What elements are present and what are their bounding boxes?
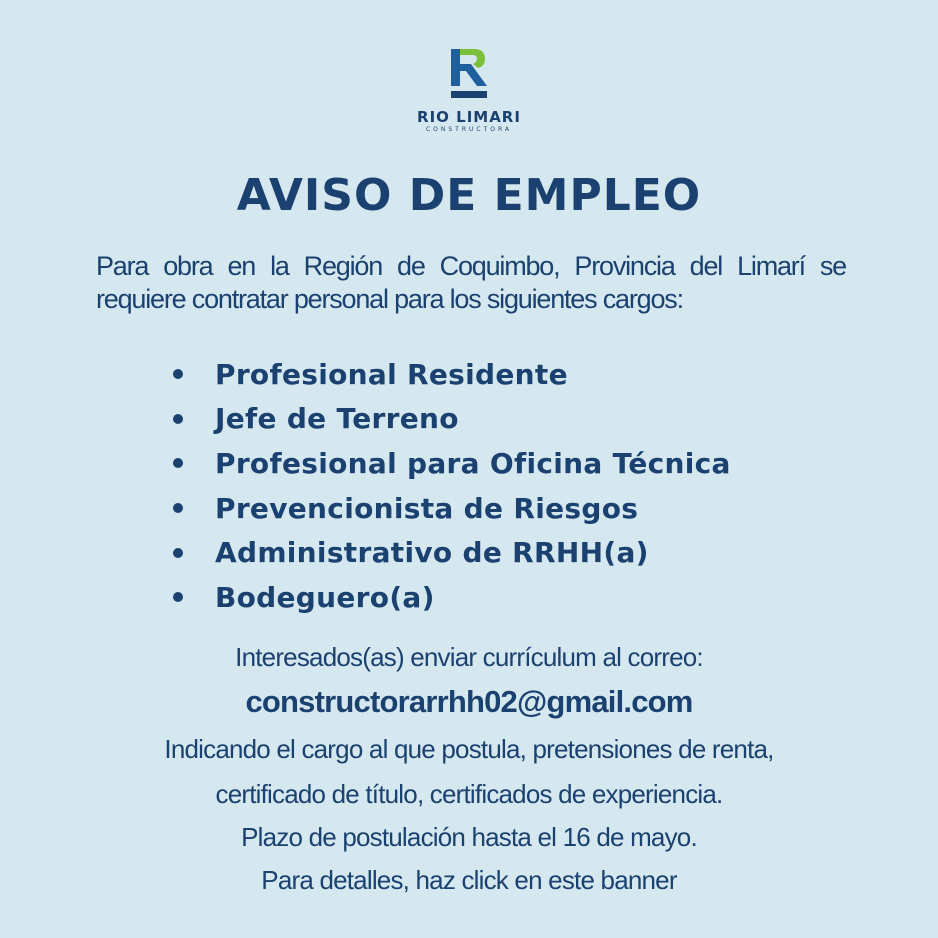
page-title: AVISO DE EMPLEO bbox=[236, 170, 702, 221]
positions-list bbox=[170, 352, 731, 620]
brand-name: RIO LIMARI bbox=[417, 108, 521, 126]
list-item bbox=[170, 441, 731, 486]
bullet-icon bbox=[173, 369, 183, 379]
company-logo bbox=[0, 44, 938, 133]
bullet-icon bbox=[173, 548, 183, 558]
list-item bbox=[170, 397, 731, 442]
bullet-icon bbox=[173, 458, 183, 468]
list-item bbox=[170, 530, 731, 575]
position-label: Jefe de Terreno bbox=[215, 402, 459, 436]
list-item bbox=[170, 575, 731, 620]
intro-text: Para obra en la Región de Coquimbo, Provincia del Limarí se requiere contratar personal para los siguientes cargos: bbox=[96, 251, 846, 314]
position-label: Profesional para Oficina Técnica bbox=[215, 446, 731, 480]
banner-cta-link[interactable]: Para detalles, haz click en este banner bbox=[261, 865, 677, 895]
list-item bbox=[170, 352, 731, 397]
list-item bbox=[170, 486, 731, 531]
position-label: Administrativo de RRHH(a) bbox=[215, 536, 649, 570]
rio-limari-r-logo-icon bbox=[449, 44, 489, 102]
bullet-icon bbox=[173, 414, 183, 424]
details-line-2: certificado de título, certificados de experiencia. bbox=[215, 779, 723, 809]
contact-intro: Interesados(as) enviar currículum al correo: bbox=[235, 642, 703, 672]
position-label: Bodeguero(a) bbox=[215, 580, 435, 614]
bullet-icon bbox=[173, 503, 183, 513]
deadline-text: Plazo de postulación hasta el 16 de mayo. bbox=[241, 822, 697, 852]
position-label: Profesional Residente bbox=[215, 357, 568, 391]
position-label: Prevencionista de Riesgos bbox=[215, 491, 639, 525]
brand-subtitle: CONSTRUCTORA bbox=[425, 126, 513, 133]
bullet-icon bbox=[173, 592, 183, 602]
contact-email-link[interactable]: constructorarrhh02@gmail.com bbox=[245, 684, 693, 719]
details-line-1: Indicando el cargo al que postula, pretensiones de renta, bbox=[164, 734, 774, 764]
